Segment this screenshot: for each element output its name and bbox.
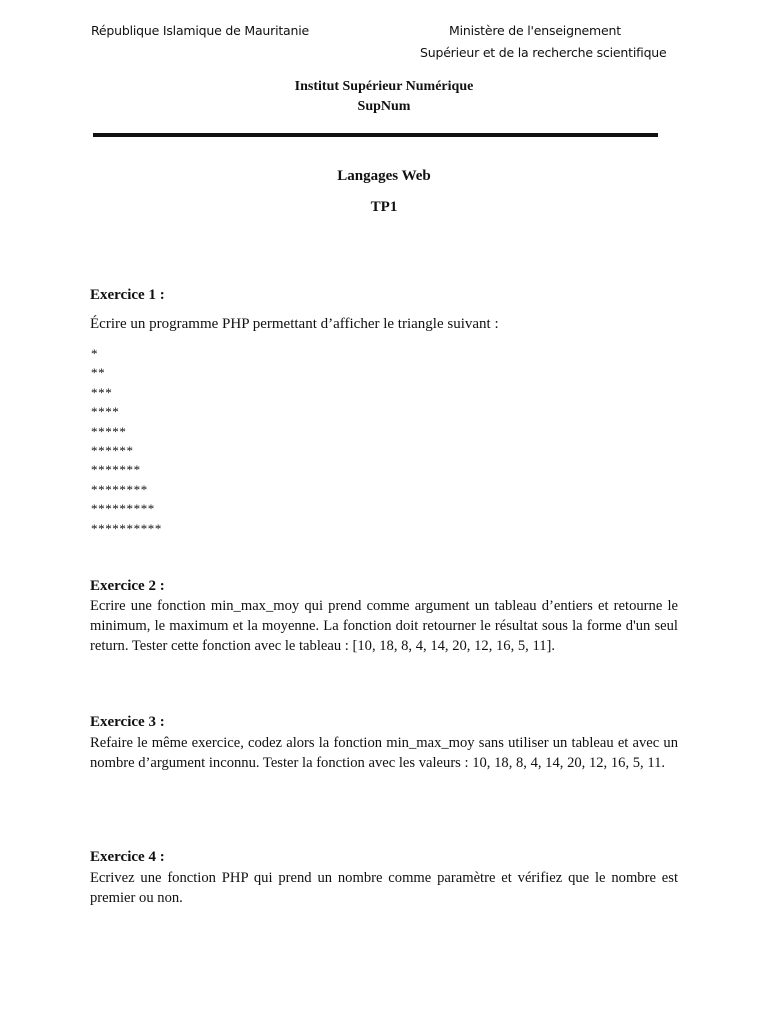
exercise-2-title: Exercice 2 : — [90, 578, 165, 594]
exercise-4-text: Ecrivez une fonction PHP qui prend un nombre comme paramètre et vérifiez que le nombre est premier ou non. — [90, 870, 678, 906]
header-country: République Islamique de Mauritanie — [91, 23, 309, 38]
triangle-row: ****** — [91, 442, 134, 458]
triangle-row: ******** — [91, 481, 148, 497]
header-ministry-line2: Supérieur et de la recherche scientifique — [420, 45, 667, 60]
exercise-4-title: Exercice 4 : — [90, 849, 165, 865]
exercise-1-title: Exercice 1 : — [90, 287, 165, 303]
triangle-row: ******* — [91, 462, 141, 478]
triangle-row: ********* — [91, 501, 155, 517]
course-subtitle: TP1 — [370, 199, 398, 215]
triangle-row: *** — [91, 384, 113, 400]
course-title: Langages Web — [337, 168, 431, 184]
triangle-row: * — [91, 346, 99, 361]
exercise-2-text: Ecrire une fonction min_max_moy qui prend comme argument un tableau d’entiers et retourne le minimum, le maximum et la moyenne. La fonction doit retourner le résultat sous la forme d'un seul return. Tester cette fonction avec le tableau : [10, 18, 8, 4, 14, 20, 12, 16, 5, 11]. — [90, 598, 678, 654]
institute-name: Institut Supérieur Numérique — [294, 79, 474, 94]
triangle-row: **** — [91, 404, 120, 420]
header-ministry-line1: Ministère de l'enseignement — [449, 23, 621, 38]
triangle-row: ********** — [91, 520, 162, 536]
exercise-3-text: Refaire le même exercice, codez alors la fonction min_max_moy sans utiliser un tableau et avec un nombre d’argument inconnu. Tester la fonction avec les valeurs : 10, 18, 8, 4, 14, 20, 12, 16, 5, 11. — [90, 735, 678, 771]
triangle-row: ** — [91, 365, 106, 381]
exercise-1-text: Écrire un programme PHP permettant d’afficher le triangle suivant : — [90, 316, 499, 332]
triangle-row: ***** — [91, 423, 127, 439]
header-divider — [93, 133, 658, 137]
exercise-3-title: Exercice 3 : — [90, 714, 165, 730]
institute-acronym: SupNum — [357, 99, 411, 114]
star-triangle — [91, 344, 162, 538]
